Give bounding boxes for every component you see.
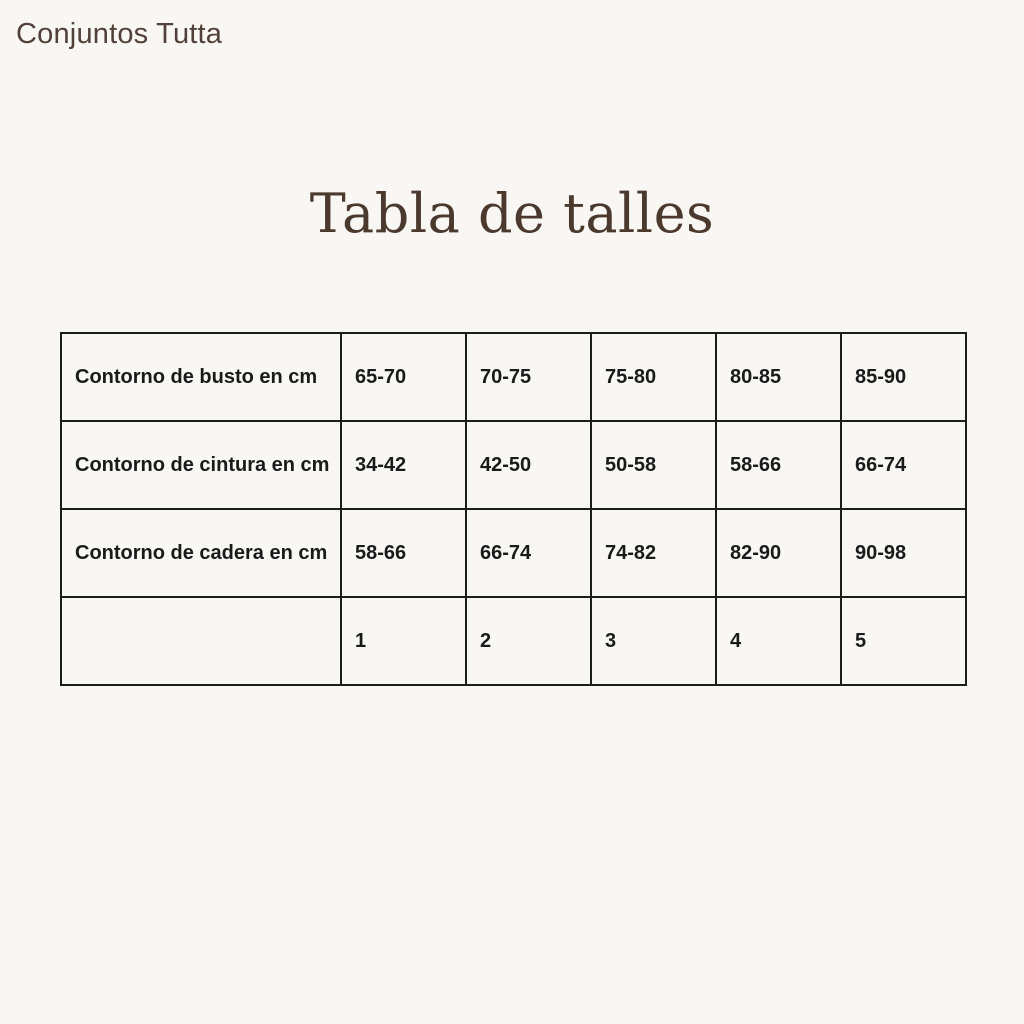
- table-row-bust: [61, 333, 966, 421]
- size-value-cell: 90-98: [841, 509, 966, 597]
- size-value-cell: 58-66: [341, 509, 466, 597]
- size-table: [60, 332, 967, 686]
- size-value-cell: 3: [591, 597, 716, 685]
- size-value-cell: 80-85: [716, 333, 841, 421]
- brand-text: Conjuntos Tutta: [16, 18, 223, 50]
- table-row-sizes: [61, 597, 966, 685]
- size-value-cell: 65-70: [341, 333, 466, 421]
- size-value-cell: 2: [466, 597, 591, 685]
- measure-label-cell: Contorno de cadera en cm: [61, 509, 341, 597]
- measure-label-cell: [61, 597, 341, 685]
- table-row-hip: [61, 509, 966, 597]
- size-value-cell: 66-74: [466, 509, 591, 597]
- size-value-cell: 70-75: [466, 333, 591, 421]
- size-value-cell: 50-58: [591, 421, 716, 509]
- measure-label-cell: Contorno de busto en cm: [61, 333, 341, 421]
- size-value-cell: 58-66: [716, 421, 841, 509]
- size-value-cell: 85-90: [841, 333, 966, 421]
- size-value-cell: 4: [716, 597, 841, 685]
- size-value-cell: 74-82: [591, 509, 716, 597]
- size-value-cell: 42-50: [466, 421, 591, 509]
- size-value-cell: 66-74: [841, 421, 966, 509]
- table-row-waist: [61, 421, 966, 509]
- size-value-cell: 34-42: [341, 421, 466, 509]
- size-value-cell: 75-80: [591, 333, 716, 421]
- size-value-cell: 82-90: [716, 509, 841, 597]
- page-title: Tabla de talles: [309, 182, 715, 245]
- size-value-cell: 1: [341, 597, 466, 685]
- size-value-cell: 5: [841, 597, 966, 685]
- measure-label-cell: Contorno de cintura en cm: [61, 421, 341, 509]
